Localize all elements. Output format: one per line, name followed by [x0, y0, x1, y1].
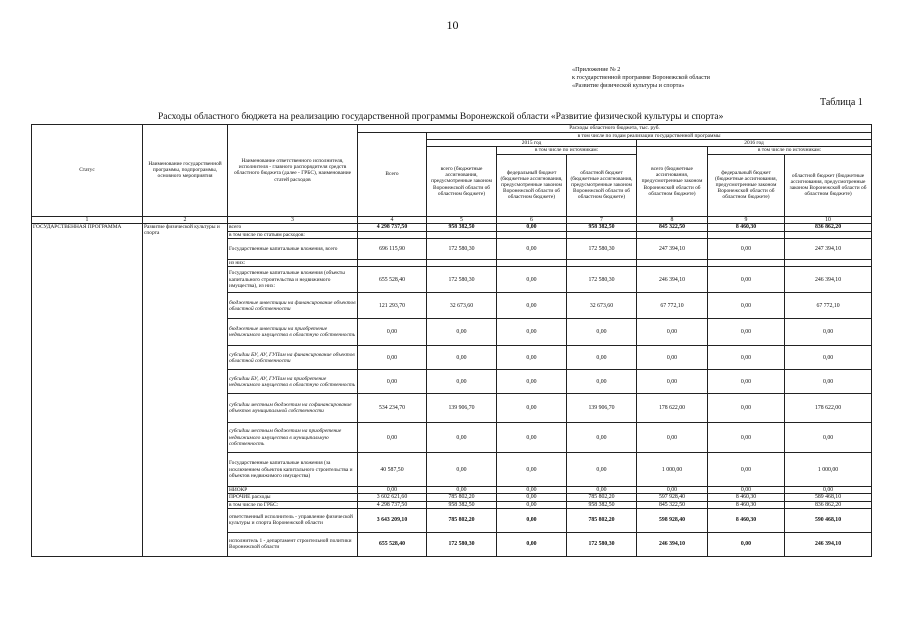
header-by-years: в том числе по годам реализации государственной программы [427, 133, 872, 140]
value-cell: 958 382,50 [427, 501, 497, 508]
expense-item-label: субсидии местным бюджетам на софинансирование объектов муниципальной собственности [228, 394, 358, 423]
value-cell: 0,00 [358, 346, 427, 370]
value-cell: 0,00 [497, 319, 567, 346]
value-cell: 845 322,50 [637, 223, 708, 231]
value-cell: 0,00 [637, 370, 708, 394]
value-cell: 0,00 [358, 319, 427, 346]
value-cell [785, 260, 872, 267]
value-cell: 958 382,50 [567, 223, 637, 231]
value-cell: 785 802,20 [567, 508, 637, 532]
column-number: 1 [32, 216, 143, 223]
value-cell: 0,00 [785, 370, 872, 394]
value-cell: 0,00 [708, 293, 785, 319]
page-number: 10 [446, 18, 459, 32]
value-cell: 0,00 [497, 487, 567, 494]
value-cell: 0,00 [637, 346, 708, 370]
expense-item-label: бюджетные инвестиции на финансирование объектов областной собственности [228, 293, 358, 319]
value-cell: 0,00 [497, 223, 567, 231]
value-cell: 0,00 [497, 501, 567, 508]
value-cell: 597 928,40 [637, 494, 708, 501]
value-cell: 246 394,10 [785, 532, 872, 556]
value-cell: 0,00 [497, 267, 567, 293]
expense-item-label: субсидии БУ, АУ, ГУПам на приобретение недвижимого имущества в областную собственность [228, 370, 358, 394]
value-cell [785, 231, 872, 238]
value-cell: 3 602 621,60 [358, 494, 427, 501]
value-cell: 139 906,70 [427, 394, 497, 423]
value-cell: 8 460,30 [708, 508, 785, 532]
value-cell: 0,00 [427, 319, 497, 346]
value-cell: 958 382,50 [567, 501, 637, 508]
value-cell: 845 322,50 [637, 501, 708, 508]
program-name-cell: Развитие физической культуры и спорта [143, 223, 228, 556]
value-cell: 1 000,00 [637, 453, 708, 487]
value-cell: 172 580,30 [567, 532, 637, 556]
table-row [32, 223, 872, 231]
header-status: Статус [32, 125, 143, 217]
expense-item-label: ПРОЧИЕ расходы [228, 494, 358, 501]
value-cell: 0,00 [567, 423, 637, 453]
value-cell: 598 928,40 [637, 508, 708, 532]
value-cell: 696 115,90 [358, 239, 427, 260]
value-cell: 121 293,70 [358, 293, 427, 319]
column-number: 5 [427, 216, 497, 223]
value-cell: 246 394,10 [785, 267, 872, 293]
column-number: 2 [143, 216, 228, 223]
expense-item-label: ответственный исполнитель - управление физической культуры и спорта Воронежской области [228, 508, 358, 532]
value-cell: 247 394,10 [637, 239, 708, 260]
value-cell: 785 802,20 [427, 508, 497, 532]
value-cell: 246 394,10 [637, 532, 708, 556]
value-cell: 172 580,30 [427, 267, 497, 293]
value-cell: 4 298 737,50 [358, 501, 427, 508]
value-cell: 139 906,70 [567, 394, 637, 423]
column-number: 4 [358, 216, 427, 223]
budget-table [31, 124, 872, 557]
value-cell: 0,00 [708, 239, 785, 260]
value-cell: 3 643 209,10 [358, 508, 427, 532]
value-cell [637, 260, 708, 267]
header-federal: федеральный бюджет (бюджетные ассигнования, предусмотренные законом Воронежской области об областном бюджете) [497, 154, 567, 216]
value-cell: 0,00 [497, 346, 567, 370]
value-cell [637, 231, 708, 238]
expense-item-label: НИОКР [228, 487, 358, 494]
appendix-line: «Приложение № 2 [572, 66, 621, 73]
value-cell: 172 580,30 [567, 239, 637, 260]
value-cell: 0,00 [708, 346, 785, 370]
header-by-sources: в том числе по источникам: [497, 147, 637, 154]
value-cell: 246 394,10 [637, 267, 708, 293]
expense-item-label: субсидии БУ, АУ, ГУПам на финансирование объектов областной собственности [228, 346, 358, 370]
header-executor: Наименование ответственного исполнителя, исполнителя - главного распорядителя средств областного бюджета (далее - ГРБС), наименование статей расходов [228, 125, 358, 217]
value-cell: 32 673,60 [567, 293, 637, 319]
value-cell: 0,00 [567, 453, 637, 487]
value-cell: 0,00 [567, 346, 637, 370]
value-cell: 8 460,30 [708, 501, 785, 508]
value-cell [708, 231, 785, 238]
header-program-name: Наименование государственной программы, подпрограммы, основного мероприятия [143, 125, 228, 217]
value-cell: 8 460,30 [708, 223, 785, 231]
value-cell: 0,00 [427, 370, 497, 394]
value-cell [567, 231, 637, 238]
value-cell: 0,00 [785, 319, 872, 346]
value-cell: 0,00 [358, 487, 427, 494]
value-cell: 0,00 [708, 423, 785, 453]
header-expenses: Расходы областного бюджета, тыс. руб. [358, 125, 872, 133]
expense-item-label: в том числе по ГРБС: [228, 501, 358, 508]
value-cell: 178 622,00 [637, 394, 708, 423]
value-cell: 0,00 [785, 487, 872, 494]
expense-item-label: Государственные капитальные вложения (за исключением объектов капитального строительства и объектов недвижимого имущества) [228, 453, 358, 487]
value-cell: 655 528,40 [358, 532, 427, 556]
value-cell: 0,00 [427, 487, 497, 494]
column-number: 8 [637, 216, 708, 223]
appendix-line: «Развитие физической культуры и спорта» [572, 82, 685, 89]
value-cell: 0,00 [567, 319, 637, 346]
value-cell: 247 394,10 [785, 239, 872, 260]
value-cell: 655 528,40 [358, 267, 427, 293]
value-cell: 67 772,10 [637, 293, 708, 319]
column-number: 7 [567, 216, 637, 223]
value-cell: 0,00 [708, 319, 785, 346]
value-cell: 0,00 [497, 239, 567, 260]
value-cell: 0,00 [427, 453, 497, 487]
value-cell: 67 772,10 [785, 293, 872, 319]
value-cell: 0,00 [708, 394, 785, 423]
value-cell: 178 622,00 [785, 394, 872, 423]
value-cell [708, 260, 785, 267]
value-cell: 785 802,20 [567, 494, 637, 501]
column-number: 9 [708, 216, 785, 223]
value-cell [427, 231, 497, 238]
header-year-total: всего (бюджетные ассигнования, предусмотренные законом Воронежской области об областном бюджете) [637, 147, 708, 216]
value-cell: 589 468,10 [785, 494, 872, 501]
value-cell: 172 580,30 [567, 267, 637, 293]
value-cell: 0,00 [785, 346, 872, 370]
header-total: Всего [358, 133, 427, 217]
expense-item-label: бюджетные инвестиции на приобретение недвижимого имущества в областную собственность [228, 319, 358, 346]
value-cell: 0,00 [497, 508, 567, 532]
status-cell: ГОСУДАРСТВЕННАЯ ПРОГРАММА [32, 223, 143, 556]
value-cell: 836 862,20 [785, 501, 872, 508]
value-cell: 0,00 [497, 494, 567, 501]
appendix-line: к государственной программе Воронежской области [572, 74, 710, 81]
appendix-note [572, 66, 710, 90]
value-cell [497, 231, 567, 238]
value-cell: 40 587,50 [358, 453, 427, 487]
expense-item-label: всего [228, 223, 358, 231]
expense-item-label: исполнитель 1 - департамент строительной политики Воронежской области [228, 532, 358, 556]
value-cell: 0,00 [637, 423, 708, 453]
expense-item-label: Государственные капитальные вложения, всего [228, 239, 358, 260]
value-cell: 0,00 [708, 370, 785, 394]
value-cell: 0,00 [708, 487, 785, 494]
value-cell: 172 580,30 [427, 532, 497, 556]
value-cell: 0,00 [358, 423, 427, 453]
value-cell [497, 260, 567, 267]
expense-item-label: субсидии местным бюджетам на приобретение недвижимого имущества в муниципальную собственность [228, 423, 358, 453]
value-cell: 0,00 [427, 423, 497, 453]
value-cell: 958 382,50 [427, 223, 497, 231]
value-cell: 0,00 [708, 453, 785, 487]
value-cell: 590 468,10 [785, 508, 872, 532]
column-number: 10 [785, 216, 872, 223]
value-cell: 0,00 [358, 370, 427, 394]
value-cell: 0,00 [637, 319, 708, 346]
value-cell: 8 460,30 [708, 494, 785, 501]
header-year-2016: 2016 год [637, 140, 872, 147]
header-year-total: всего (бюджетные ассигнования, предусмотренные законом Воронежской области об областном бюджете) [427, 147, 497, 216]
header-federal: федеральный бюджет (бюджетные ассигнования, предусмотренные законом Воронежской области об областном бюджете) [708, 154, 785, 216]
table-label: Таблица 1 [820, 97, 863, 108]
header-regional: областной бюджет (бюджетные ассигнования, предусмотренные законом Воронежской области об областном бюджете) [785, 154, 872, 216]
expense-item-label: Государственные капитальные вложения (объекты капитального строительства и недвижимого имущества), из них: [228, 267, 358, 293]
value-cell: 0,00 [708, 267, 785, 293]
value-cell: 32 673,60 [427, 293, 497, 319]
header-regional: областной бюджет (бюджетные ассигнования, предусмотренные законом Воронежской области об областном бюджете) [567, 154, 637, 216]
value-cell: 836 862,20 [785, 223, 872, 231]
value-cell: 0,00 [497, 423, 567, 453]
column-number: 3 [228, 216, 358, 223]
value-cell: 172 580,30 [427, 239, 497, 260]
value-cell [358, 231, 427, 238]
value-cell: 0,00 [567, 370, 637, 394]
table-body [32, 223, 872, 556]
document-title: Расходы областного бюджета на реализацию государственной программы Воронежской области «Развитие физической культуры и спорта» [158, 112, 724, 122]
value-cell: 0,00 [637, 487, 708, 494]
value-cell: 0,00 [497, 453, 567, 487]
value-cell: 0,00 [497, 293, 567, 319]
value-cell [358, 260, 427, 267]
value-cell: 534 234,70 [358, 394, 427, 423]
value-cell: 785 802,20 [427, 494, 497, 501]
expense-item-label: из них: [228, 260, 358, 267]
value-cell: 0,00 [497, 394, 567, 423]
value-cell: 0,00 [497, 370, 567, 394]
expense-item-label: в том числе по статьям расходов: [228, 231, 358, 238]
value-cell: 0,00 [497, 532, 567, 556]
header-year-2015: 2015 год [427, 140, 637, 147]
header-by-sources: в том числе по источникам: [708, 147, 872, 154]
column-number-row [32, 216, 872, 223]
value-cell: 0,00 [567, 487, 637, 494]
value-cell: 4 298 737,50 [358, 223, 427, 231]
value-cell: 1 000,00 [785, 453, 872, 487]
value-cell: 0,00 [427, 346, 497, 370]
value-cell: 0,00 [785, 423, 872, 453]
value-cell [567, 260, 637, 267]
value-cell [427, 260, 497, 267]
column-number: 6 [497, 216, 567, 223]
value-cell: 0,00 [708, 532, 785, 556]
